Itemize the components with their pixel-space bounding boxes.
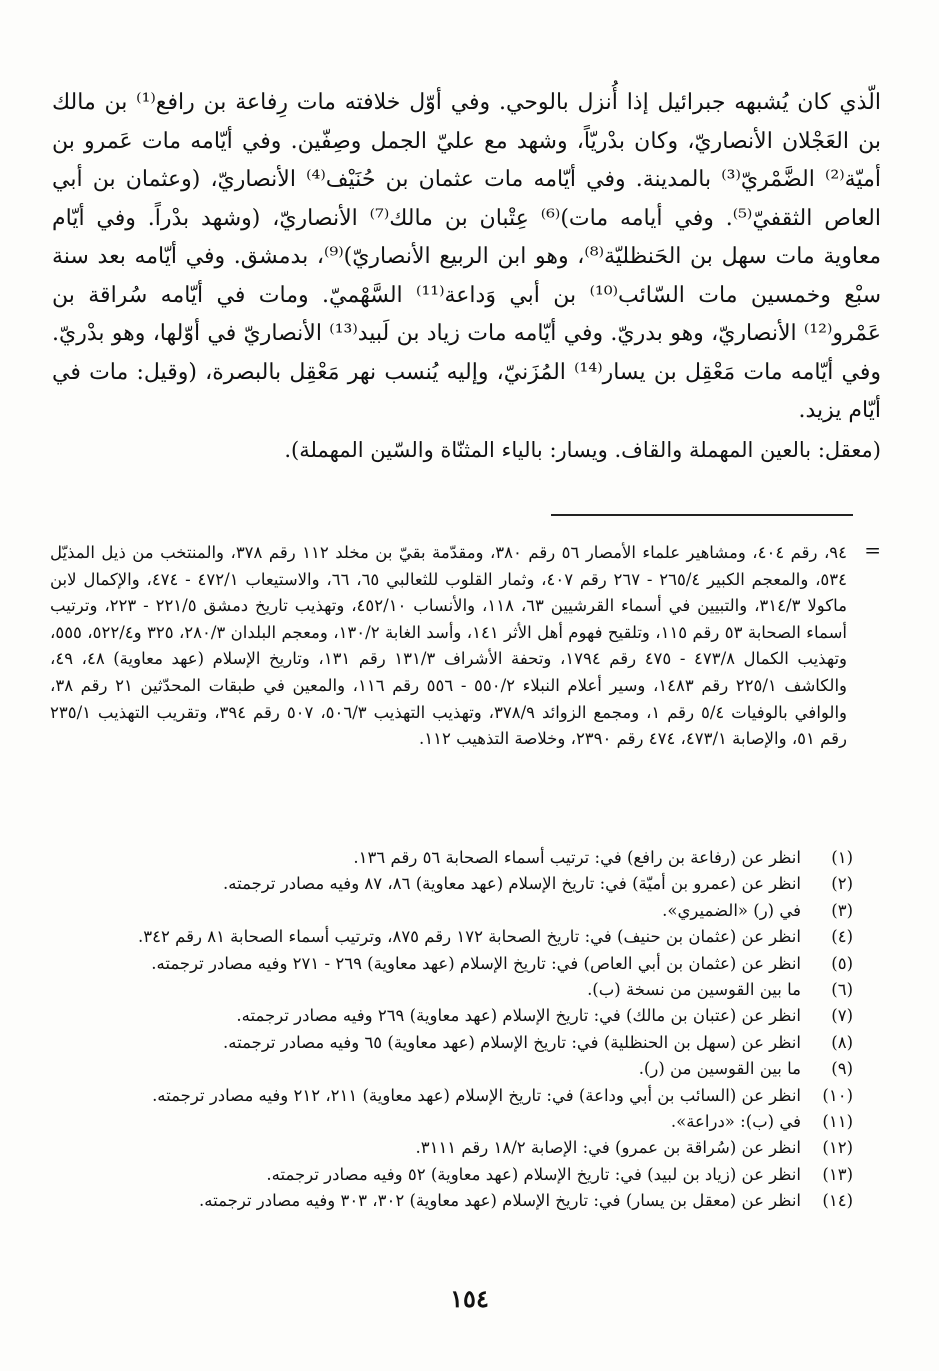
footnote-number: (٧) — [831, 1006, 853, 1026]
footnote — [50, 1003, 853, 1029]
footnote-number: (١٢) — [822, 1138, 853, 1158]
footnote-number: (١٠) — [822, 1085, 853, 1105]
footnote-text: انظر عن (عتبان بن مالك) في: تاريخ الإسلام (عهد معاوية) ٢٦٩ وفيه مصادر ترجمته. — [236, 1006, 801, 1026]
footnote-number: (١) — [831, 848, 853, 867]
footnote — [50, 1162, 853, 1188]
footnote — [50, 1109, 853, 1135]
footnote — [50, 1083, 853, 1109]
footnote-separator — [551, 514, 853, 516]
footnote-text: في (ب): «دراعة». — [670, 1112, 801, 1132]
footnote-text: انظر عن (عثمان بن حنيف) في: تاريخ الصحابة ١٧٢ رقم ٨٧٥، وترتيب أسماء الصحابة ٨١ رقم ٣٤٢. — [138, 927, 801, 947]
footnote — [50, 1056, 853, 1082]
footnote — [50, 1188, 853, 1214]
footnote — [50, 951, 853, 977]
main-paragraph: الّذي كان يُشبهه جبرائيل إذا أُنزل بالوحي. وفي أوّل خلافته مات رِفاعة بن رافع⁽¹⁾ بن مالك بن العَجْلان الأنصاريّ، وكان بدْريّاً، وشهد مع عليّ الجمل وصِفّين. وفي أيّامه مات عَمرو بن أميّة⁽²⁾ الضَّمْريّ⁽³⁾ بالمدينة. وفي أيّامه مات عثمان بن حُنَيْف⁽⁴⁾ الأنصاريّ، (وعثمان بن أبي العاص الثقفيّ⁽⁵⁾. وفي أيامه مات)⁽⁶⁾ عِتْبان بن مالك⁽⁷⁾ الأنصاريّ، (وشهد بدْراً. وفي أيّام معاوية مات سهل بن الحَنظليّة⁽⁸⁾، وهو ابن الربيع الأنصاريّ)⁽⁹⁾، بدمشق. وفي أيّامه بعد سنة سبْع وخمسين مات السّائب⁽¹⁰⁾ بن أبي وَداعة⁽¹¹⁾ السَّهْميّ. ومات في أيّامه سُراقة بن عَمْرو⁽¹²⁾ الأنصاريّ، وهو بدريّ. وفي أيّامه مات زياد بن لَبيد⁽¹³⁾ الأنصاريّ في أوّلها، وهو بدْريّ. وفي أيّامه مات مَعْقِل بن يسار⁽¹⁴⁾ المُزَنيّ، وإليه يُنسب نهر مَعْقِل بالبصرة، (وقيل: مات في أيّام يزيد. — [52, 90, 882, 423]
footnote-number: (٣) — [831, 900, 853, 920]
footnote-text: انظر عن (عمرو بن أميّة) في: تاريخ الإسلام (عهد معاوية) ٨٦، ٨٧ وفيه مصادر ترجمته. — [223, 874, 801, 894]
footnote-text: انظر عن (سهل بن الحنظلية) في: تاريخ الإسلام (عهد معاوية) ٦٥ وفيه مصادر ترجمته. — [223, 1032, 801, 1052]
main-text-block — [52, 84, 881, 469]
footnote-number: (١٤) — [822, 1191, 853, 1211]
footnote-text: انظر عن (السائب بن أبي وداعة) في: تاريخ الإسلام (عهد معاوية) ٢١١، ٢١٢ وفيه مصادر ترجمته. — [152, 1085, 801, 1105]
footnote-text: انظر عن (عثمان بن أبي العاص) في: تاريخ الإسلام (عهد معاوية) ٢٦٩ - ٢٧١ وفيه مصادر ترجمته. — [151, 953, 801, 973]
footnote-text: في (ر) «الضميري». — [662, 900, 801, 920]
footnote — [50, 924, 853, 950]
footnote-number: (٥) — [831, 953, 853, 973]
footnote-number: (٤) — [831, 927, 853, 947]
footnote-text: ما بين القوسين من نسخة (ب). — [587, 980, 801, 1000]
footnote-text: انظر عن (رفاعة بن رافع) في: ترتيب أسماء الصحابة ٥٦ رقم ١٣٦. — [353, 848, 801, 867]
footnote-number: (٩) — [831, 1059, 853, 1079]
footnote-text: ما بين القوسين من (ر). — [638, 1059, 801, 1079]
continuation-mark: = — [864, 538, 881, 562]
page-number: ١٥٤ — [450, 1284, 489, 1313]
footnote-text: انظر عن (سُراقة بن عمرو) في: الإصابة ١٨/٢ رقم ٣١١١. — [415, 1138, 801, 1158]
sources-paragraph: ٩٤، رقم ٤٠٤، ومشاهير علماء الأمصار ٥٦ رقم ٣٨٠، ومقدّمة بقيّ بن مخلد ١١٢ رقم ٣٧٨، والمنتخب من ذيل المذيّل ٥٣٤، والمعجم الكبير ٢٦٥/٤ - ٢٦٧ رقم ٤٠٧، وثمار القلوب للثعالبي ٦٥، ٦٦، والاستيعاب ٤٧٢/١ - ٤٧٤، والإكمال لابن ماكولا ٣١٤/٣، والتبيين في أسماء القرشيين ٦٣، ١١٨، والأنساب ٤٥٢/١٠، وتهذيب تاريخ دمشق ٢٢١/٥ - ٢٢٣، وترتيب أسماء الصحابة ٥٣ رقم ١١٥، وتلقيح فهوم أهل الأثر ١٤١، وأسد الغابة ١٣٠/٢، ومعجم البلدان ٢٨٠/٣، ٣٢٥ و٥٢٢/٤، ٥٥٥، وتهذيب الكمال ٤٧٣/٨ - ٤٧٥ رقم ١٧٩٤، وتحفة الأشراف ١٣١/٣ رقم ١٣١، وتاريخ الإسلام (عهد معاوية) ٤٨، ٤٩، والكاشف ٢٢٥/١ رقم ١٤٨٣، وسير أعلام النبلاء ٥٥٠/٢ - ٥٥٦ رقم ١١٦، والمعين في طبقات المحدّثين ٢١ رقم ٣٨، والوافي بالوفيات ٥/٤ رقم ١، ومجمع الزوائد ٣٧٨/٩، وتهذيب التهذيب ٥٠٦/٣، ٥٠٧ رقم ٣٩٤، وتقريب التهذيب ٢٣٥/١ رقم ٥١، والإصابة ٤٧٣/١، ٤٧٤ رقم ٢٣٩٠، وخلاصة التذهيب ١١٢. — [50, 543, 848, 749]
footnote — [50, 871, 853, 897]
footnote-number: (١١) — [822, 1112, 853, 1132]
footnote — [50, 1030, 853, 1056]
footnotes-list — [50, 845, 853, 1215]
footnote — [50, 898, 853, 924]
footnote-text: انظر عن (زياد بن لبيد) في: تاريخ الإسلام (عهد معاوية) ٥٢ وفيه مصادر ترجمته. — [266, 1164, 801, 1184]
footnote-text: انظر عن (معقل بن يسار) في: تاريخ الإسلام (عهد معاوية) ٣٠٢، ٣٠٣ وفيه مصادر ترجمته. — [199, 1191, 801, 1211]
footnote — [50, 977, 853, 1003]
footnote — [50, 845, 853, 871]
footnote — [50, 1135, 853, 1161]
footnote-number: (١٣) — [822, 1164, 853, 1184]
footnote-number: (٦) — [831, 980, 853, 1000]
spelling-note: (معقل: بالعين المهملة والقاف. ويسار: بالياء المثنّاة والسّين المهملة). — [284, 437, 881, 462]
footnote-number: (٨) — [831, 1032, 853, 1052]
footnote-number: (٢) — [831, 874, 853, 894]
